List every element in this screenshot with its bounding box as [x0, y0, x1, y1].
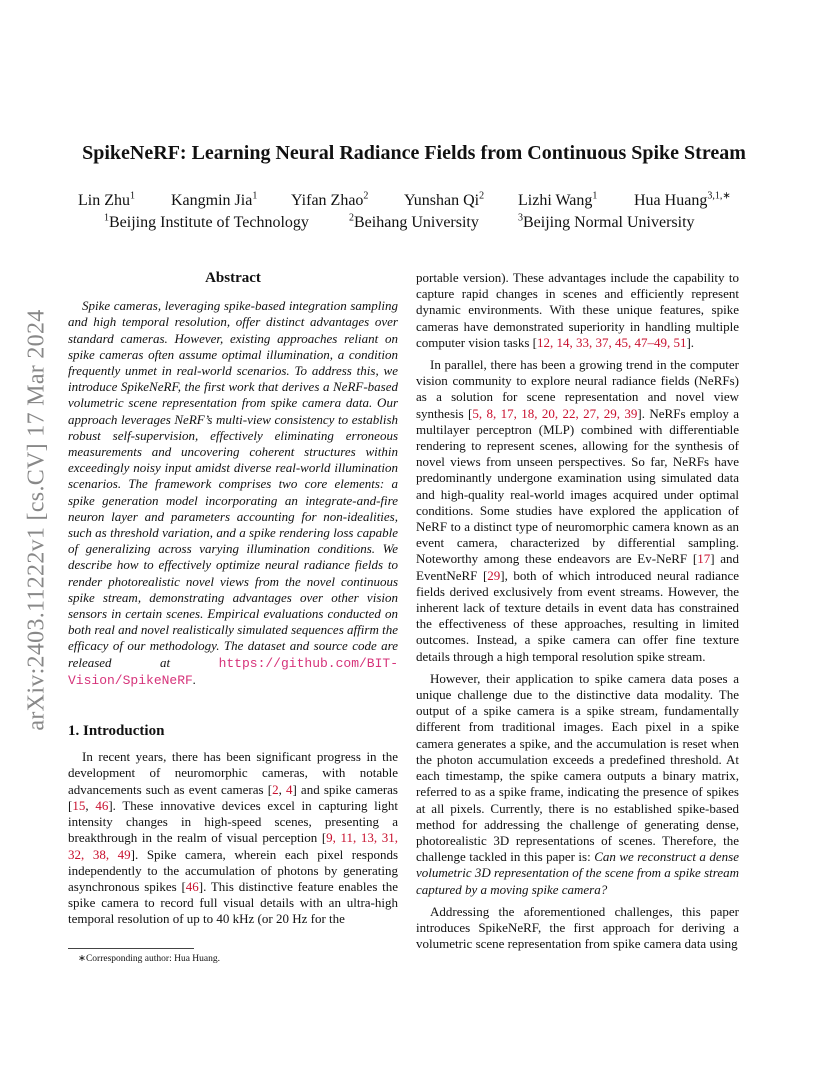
abstract-text: Spike cameras, leveraging spike-based integration sampling and high temporal resolution, offer distinct advantages over standard cameras. However, existing approaches reliant on spike cameras often assume optimal illumination, a condition frequently unmet in real-world scenarios. To address this, we introduce SpikeNeRF, the first work that derives a NeRF-based volumetric scene representation from spike camera data. Our approach leverages NeRF’s multi-view consistency to establish robust self-supervision, effectively eliminating erroneous measurements and uncovering coherent structures within exceedingly noisy input amidst diverse real-world illumination scenarios. The framework comprises two core elements: a spike generation model incorporating an integrate-and-fire neuron layer and parameters accounting for non-idealities, such as threshold variation, and a spike rendering loss capable of generalizing across varying illumination conditions. We describe how to effectively optimize neural radiance fields to render photorealistic novel views from the novel continuous spike stream, demonstrating advantages over other vision sensors in certain scenes. Empirical evaluations conducted on both real and novel realistically simulated sequences affirm the efficacy of our methodology. The dataset and source code are released at https://github.com/BIT-Vision/SpikeNeRF. [68, 298, 399, 688]
citation-link[interactable]: 5, 8, 17, 18, 20, 22, 27, 29, 39 [472, 405, 638, 421]
author-6: Hua Huang$^{3,1,∗}$ [634, 190, 731, 209]
arxiv-identifier [22, 280, 52, 760]
footnote-divider [68, 948, 194, 949]
citation-link[interactable]: 15 [72, 797, 86, 813]
paragraph-continuation: portable version). These advantages include the capability to capture rapid changes in scenes and efficiently represent dynamic environments. With these unique features, spike cameras have demonstrated superiority in handling multiple computer vision tasks [12, 14, 33, 37, 45, 47–49, 51]. [416, 270, 739, 350]
affiliation-list [0, 214, 828, 234]
affiliation-2: $^2$Beihang University [349, 212, 479, 231]
citation-link[interactable]: 12, 14, 33, 37, 45, 47–49, 51 [536, 334, 687, 350]
right-column [416, 270, 739, 958]
citation-link[interactable]: 46 [185, 878, 199, 894]
abstract-heading: Abstract [205, 270, 261, 286]
arxiv-identifier-text: arXiv:2403.11222v1 [cs.CV] 17 Mar 2024 [23, 309, 50, 731]
paragraph-nerf: In parallel, there has been a growing trend in the computer vision community to explore neural radiance fields (NeRFs) as a solution for scene representation and novel view synthesis [5, 8, 17, 18, 20, 22, 27, 29, 39]. NeRFs employ a multilayer perceptron (MLP) combined with differentiable rendering to represent scenes, allowing for the synthesis of novel views from unseen perspectives. So far, NeRFs have predominantly undergone examination using simulated data and high-quality real-world images acquired under optimal conditions. Some studies have explored the application of NeRF to a distinct type of neuromorphic camera known as an event camera, characterized by differential sampling. Noteworthy among these endeavors are Ev-NeRF [17] and EventNeRF [29], both of which introduced neural radiance fields derived exclusively from event streams. However, the inherent lack of texture details in event data has constrained the effectiveness of these approaches, resulting in limited outcomes. Instead, a spike camera can offer fine texture details through a high temporal resolution spike stream. [416, 357, 740, 664]
paragraph-challenge: However, their application to spike camera data poses a unique challenge due to the distinctive data modality. The output of a spike camera is a spike stream, fundamentally different from traditional images. Each pixel in a spike camera generates a spike, and the accumulation is reset when the photon accumulation exceeds a predefined threshold. At each timestamp, the spike camera outputs a binary matrix, referred to as a spike frame, indicating the presence of spikes at all pixels. Currently, there is no established spike-based method for addressing the challenge of generating dense, photorealistic 3D representations of scenes. Therefore, the challenge tackled in this paper is: Can we reconstruct a dense volumetric 3D representation of the scene from a spike stream captured by a moving spike camera? [416, 670, 739, 897]
citation-link[interactable]: 2 [272, 781, 279, 797]
affiliation-3: $^3$Beijing Normal University [518, 212, 695, 231]
author-4: Yunshan Qi$^2$ [404, 190, 485, 209]
citation-link[interactable]: 17 [697, 551, 711, 567]
affiliation-1: $^1$Beijing Institute of Technology [104, 212, 309, 231]
author-1: Lin Zhu$^1$ [78, 190, 135, 209]
footnote: ∗Corresponding author: Hua Huang. [78, 954, 220, 964]
citation-link[interactable]: 29 [487, 567, 501, 583]
paper-title: SpikeNeRF: Learning Neural Radiance Fields from Continuous Spike Stream [82, 142, 746, 164]
intro-paragraph: In recent years, there has been significant progress in the development of neuromorphic cameras, with notable advancements such as event cameras [2, 4] and spike cameras [15, 46]. These innovative devices excel in capturing light intensity changes in high-speed scenes, presenting a breakthrough in the realm of visual perception [9, 11, 13, 31, 32, 38, 49]. Spike camera, wherein each pixel responds independently to the accumulation of photons by generating asynchronous spikes [46]. This distinctive feature enables the spike camera to record full visual details with an ultra-high temporal resolution of up to 40 kHz (or 20 Hz for the [68, 749, 399, 927]
citation-link[interactable]: 9, 11, 13, 31, 32, 38, 49 [68, 830, 398, 862]
author-list [0, 192, 828, 212]
left-column [68, 270, 398, 934]
citation-link[interactable]: 46 [95, 797, 109, 813]
paragraph-approach: Addressing the aforementioned challenges, this paper introduces SpikeNeRF, the first approach for deriving a volumetric scene representation from spike camera data using [416, 903, 739, 952]
citation-link[interactable]: 4 [285, 781, 293, 797]
author-2: Kangmin Jia$^1$ [171, 190, 258, 209]
intro-heading: 1. Introduction [68, 723, 165, 740]
code-link[interactable]: https://github.com/BIT-Vision/SpikeNeRF [68, 655, 399, 688]
author-5: Lizhi Wang$^1$ [518, 190, 598, 209]
author-3: Yifan Zhao$^2$ [291, 190, 369, 209]
